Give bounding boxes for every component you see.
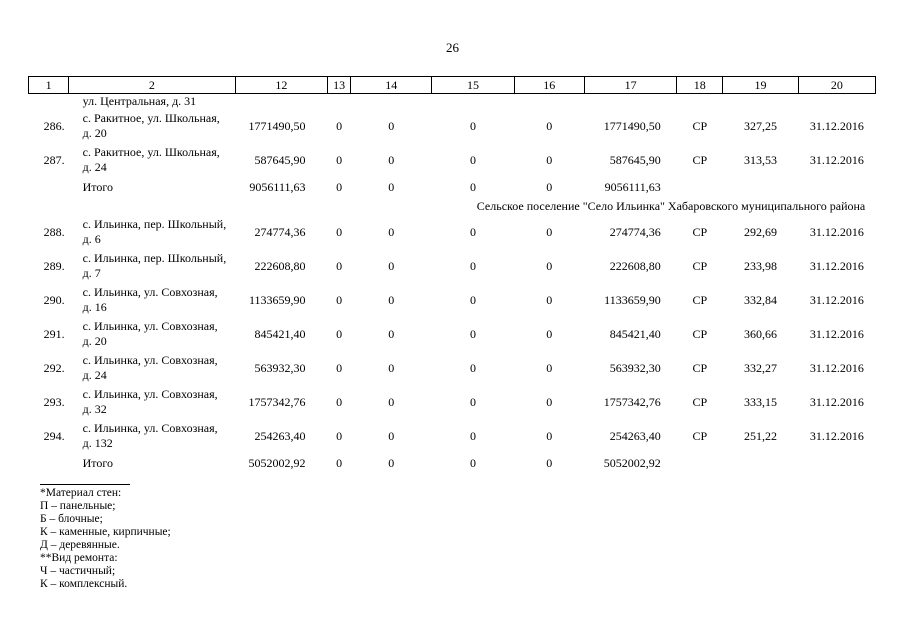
- col-header: 1: [29, 77, 69, 94]
- amount-cell: 1133659,90: [604, 292, 661, 307]
- amount-cell: 9056111,63: [604, 179, 661, 194]
- date-cell: 31.12.2016: [809, 118, 864, 133]
- address-cell: [69, 109, 236, 143]
- address-line: с. Ильинка, ул. Совхозная,: [82, 353, 218, 367]
- address-line: д. 24: [82, 160, 107, 174]
- footnote-line: К – комплексный.: [40, 578, 128, 590]
- header-row: [29, 77, 876, 94]
- table-cell: 0: [336, 394, 343, 409]
- table-cell: 0: [388, 292, 395, 307]
- amount-cell: 563932,30: [254, 360, 306, 375]
- col-header: 16: [514, 77, 584, 94]
- table-row: [29, 317, 876, 351]
- address-line: с. Ильинка, пер. Школьный,: [82, 251, 227, 265]
- table-cell: [29, 177, 69, 197]
- footnote-line: П – панельные;: [40, 500, 116, 512]
- date-cell: 31.12.2016: [809, 326, 864, 341]
- table-cell: 0: [388, 428, 395, 443]
- address-line: д. 24: [82, 368, 107, 382]
- amount-cell: 563932,30: [609, 360, 661, 375]
- row-number: 287.: [43, 152, 65, 167]
- amount-cell: 1133659,90: [248, 292, 306, 307]
- col-header: 12: [235, 77, 327, 94]
- address-continuation: ул. Центральная, д. 31: [82, 94, 197, 108]
- table-cell: 332,84: [744, 292, 777, 307]
- table-cell: 0: [546, 258, 553, 273]
- table-cell: [29, 453, 69, 473]
- table-cell: 0: [336, 179, 343, 194]
- wall-material-cell: СР: [692, 292, 708, 307]
- table-cell: 0: [470, 394, 477, 409]
- table-row: [29, 215, 876, 249]
- table-cell: 0: [388, 360, 395, 375]
- section-title: Сельское поселение "Село Ильинка" Хабаровского муниципального района: [476, 198, 866, 213]
- table-cell: 0: [388, 326, 395, 341]
- col-header: 14: [351, 77, 432, 94]
- table-cell: 0: [388, 224, 395, 239]
- table-cell: 0: [470, 292, 477, 307]
- date-cell: 31.12.2016: [809, 224, 864, 239]
- row-number: 289.: [43, 258, 65, 273]
- table-cell: [677, 177, 723, 197]
- col-header: 20: [798, 77, 875, 94]
- table-cell: 360,66: [744, 326, 777, 341]
- amount-cell: 5052002,92: [248, 455, 306, 470]
- section-row: [29, 197, 876, 215]
- table-cell: 0: [388, 394, 395, 409]
- table-cell: 0: [470, 455, 477, 470]
- table-row: [29, 143, 876, 177]
- address-line: д. 16: [82, 300, 107, 314]
- table-cell: 0: [336, 326, 343, 341]
- table-cell: 0: [546, 394, 553, 409]
- table-row: [29, 419, 876, 453]
- amount-cell: 1771490,50: [603, 118, 661, 133]
- wall-material-cell: СР: [692, 428, 708, 443]
- row-number: 294.: [43, 428, 65, 443]
- row-number: 290.: [43, 292, 65, 307]
- address-cell: [69, 385, 236, 419]
- footnote-line: Б – блочные;: [40, 513, 103, 525]
- address-cell: [69, 419, 236, 453]
- address-line: с. Ильинка, пер. Школьный,: [82, 217, 227, 231]
- total-row: [29, 453, 876, 473]
- table-row: [29, 249, 876, 283]
- table-cell: 0: [546, 118, 553, 133]
- wall-material-cell: СР: [692, 258, 708, 273]
- address-line: д. 132: [82, 436, 113, 450]
- table-cell: [677, 453, 723, 473]
- row-number: 291.: [43, 326, 65, 341]
- address-cell: [69, 249, 236, 283]
- table-row: [29, 283, 876, 317]
- total-label: Итого: [82, 455, 114, 470]
- address-line: д. 32: [82, 402, 107, 416]
- table-cell: 0: [388, 455, 395, 470]
- address-line: д. 20: [82, 126, 107, 140]
- row-number: 292.: [43, 360, 65, 375]
- address-line: д. 6: [82, 232, 101, 246]
- address-line: с. Ракитное, ул. Школьная,: [82, 111, 220, 125]
- address-line: с. Ильинка, ул. Совхозная,: [82, 285, 218, 299]
- footnote-line: **Вид ремонта:: [40, 552, 118, 564]
- table-cell: [798, 453, 875, 473]
- col-header: 15: [432, 77, 514, 94]
- amount-cell: 222608,80: [609, 258, 661, 273]
- footnote-line: *Материал стен:: [40, 487, 122, 499]
- data-table: [28, 76, 876, 473]
- total-row: [29, 177, 876, 197]
- page-number: 26: [446, 40, 459, 55]
- table-cell: 0: [470, 179, 477, 194]
- date-cell: 31.12.2016: [809, 428, 864, 443]
- col-header: 18: [677, 77, 723, 94]
- table-cell: 0: [470, 326, 477, 341]
- col-header: 17: [584, 77, 676, 94]
- table-cell: 251,22: [744, 428, 777, 443]
- table-cell: 0: [336, 224, 343, 239]
- amount-cell: 1757342,76: [248, 394, 306, 409]
- table-cell: 0: [336, 455, 343, 470]
- table-cell: 0: [546, 224, 553, 239]
- table-cell: 0: [546, 179, 553, 194]
- table-cell: 0: [546, 292, 553, 307]
- table-cell: [723, 177, 798, 197]
- address-line: д. 7: [82, 266, 101, 280]
- table-cell: 0: [470, 258, 477, 273]
- address-cell: [69, 143, 236, 177]
- address-line: с. Ильинка, ул. Совхозная,: [82, 387, 218, 401]
- table-cell: 0: [546, 326, 553, 341]
- table-cell: 0: [546, 455, 553, 470]
- address-line: д. 20: [82, 334, 107, 348]
- table-cell: 0: [470, 118, 477, 133]
- amount-cell: 845421,40: [609, 326, 661, 341]
- amount-cell: 254263,40: [254, 428, 306, 443]
- wall-material-cell: СР: [692, 326, 708, 341]
- table-cell: [798, 177, 875, 197]
- table-cell: 0: [546, 360, 553, 375]
- footnote-line: Ч – частичный;: [40, 565, 116, 577]
- table-cell: 0: [546, 152, 553, 167]
- amount-cell: 274774,36: [254, 224, 306, 239]
- table-cell: 333,15: [744, 394, 777, 409]
- date-cell: 31.12.2016: [809, 292, 864, 307]
- footnote-rule: [40, 484, 130, 485]
- table-cell: [723, 453, 798, 473]
- table-cell: 0: [336, 118, 343, 133]
- amount-cell: 587645,90: [609, 152, 661, 167]
- table-cell: 0: [470, 428, 477, 443]
- wall-material-cell: СР: [692, 360, 708, 375]
- amount-cell: 587645,90: [254, 152, 306, 167]
- date-cell: 31.12.2016: [809, 394, 864, 409]
- amount-cell: 1771490,50: [248, 118, 306, 133]
- footnotes: [40, 484, 171, 591]
- amount-cell: 254263,40: [609, 428, 661, 443]
- table-cell: 327,25: [744, 118, 777, 133]
- table-cell: 0: [336, 292, 343, 307]
- continuation-row: [29, 94, 876, 110]
- date-cell: 31.12.2016: [809, 152, 864, 167]
- table-cell: 0: [336, 152, 343, 167]
- col-header: 13: [328, 77, 351, 94]
- footnote-line: К – каменные, кирпичные;: [40, 526, 171, 538]
- amount-cell: 9056111,63: [249, 179, 306, 194]
- section-cell: [29, 197, 876, 215]
- amount-cell: 5052002,92: [603, 455, 661, 470]
- amount-cell: 1757342,76: [603, 394, 661, 409]
- address-line: с. Ракитное, ул. Школьная,: [82, 145, 220, 159]
- date-cell: 31.12.2016: [809, 258, 864, 273]
- amount-cell: 845421,40: [254, 326, 306, 341]
- footnote-line: Д – деревянные.: [40, 539, 120, 551]
- table-cell: 313,53: [744, 152, 777, 167]
- table-cell: 0: [388, 118, 395, 133]
- address-line: с. Ильинка, ул. Совхозная,: [82, 319, 218, 333]
- wall-material-cell: СР: [692, 224, 708, 239]
- table-cell: 332,27: [744, 360, 777, 375]
- amount-cell: 274774,36: [609, 224, 661, 239]
- total-label: Итого: [82, 179, 114, 194]
- col-header: 2: [69, 77, 236, 94]
- table-cell: 0: [388, 179, 395, 194]
- table-cell: 0: [336, 428, 343, 443]
- address-cell: [69, 283, 236, 317]
- table-row: [29, 109, 876, 143]
- table-row: [29, 385, 876, 419]
- table-cell: 233,98: [744, 258, 777, 273]
- table-cell: 0: [336, 360, 343, 375]
- wall-material-cell: СР: [692, 394, 708, 409]
- table-cell: 0: [546, 428, 553, 443]
- table-cell: 0: [388, 152, 395, 167]
- address-cell: [69, 215, 236, 249]
- table-cell: 0: [388, 258, 395, 273]
- table-cell: 0: [470, 224, 477, 239]
- date-cell: 31.12.2016: [809, 360, 864, 375]
- col-header: 19: [723, 77, 798, 94]
- row-number: 293.: [43, 394, 65, 409]
- address-cell: [69, 317, 236, 351]
- address-cell: [69, 351, 236, 385]
- wall-material-cell: СР: [692, 152, 708, 167]
- row-number: 286.: [43, 118, 65, 133]
- amount-cell: 222608,80: [254, 258, 306, 273]
- table-cell: 0: [336, 258, 343, 273]
- table-row: [29, 351, 876, 385]
- row-number: 288.: [43, 224, 65, 239]
- table-cell: 0: [470, 360, 477, 375]
- wall-material-cell: СР: [692, 118, 708, 133]
- table-cell: 0: [470, 152, 477, 167]
- address-line: с. Ильинка, ул. Совхозная,: [82, 421, 218, 435]
- table-cell: 292,69: [744, 224, 777, 239]
